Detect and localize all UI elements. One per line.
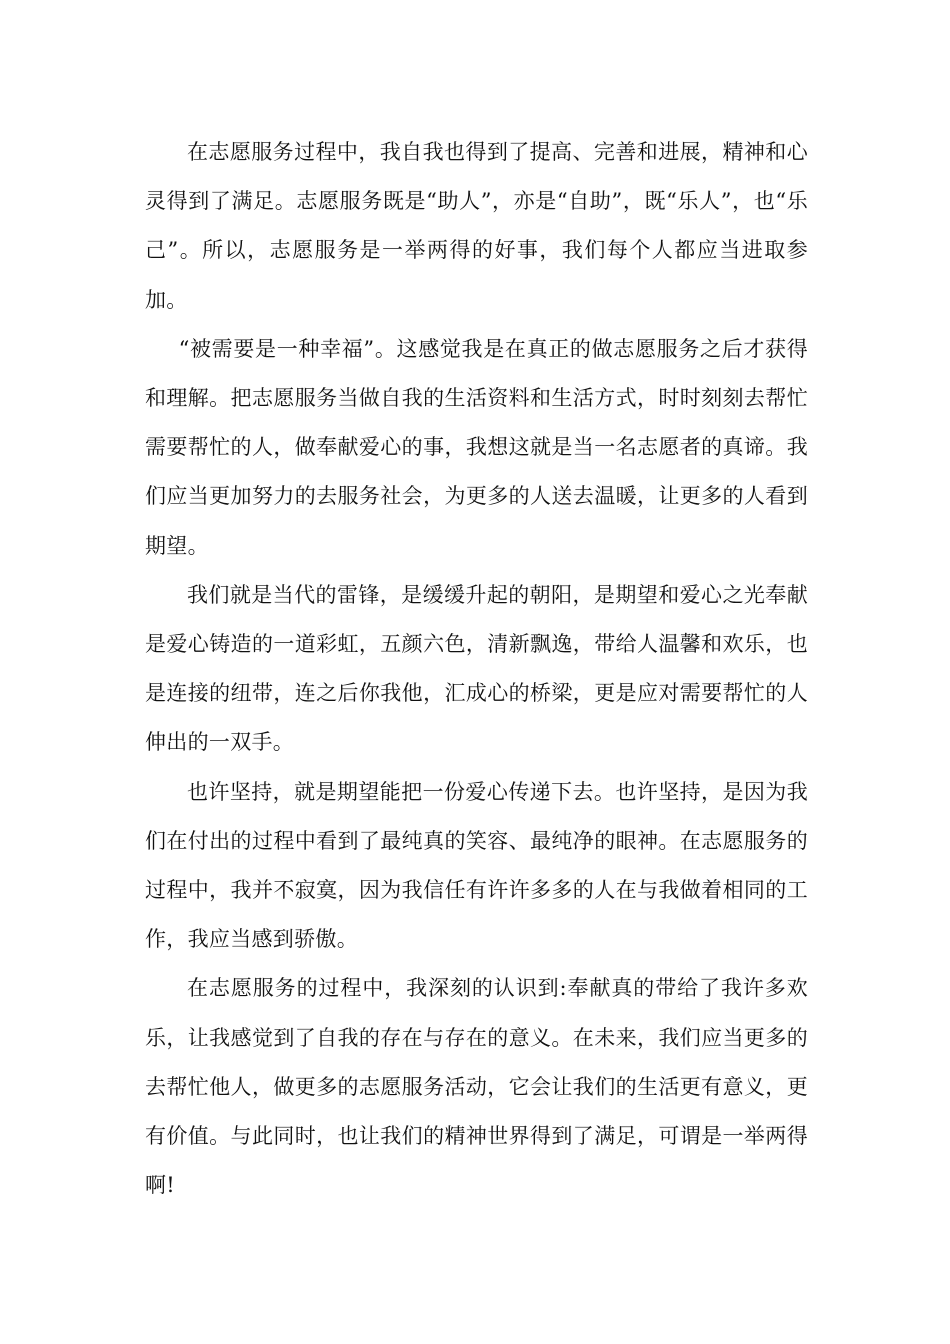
document-body [145, 128, 808, 1210]
paragraph-5: 在志愿服务的过程中，我深刻的认识到:奉献真的带给了我许多欢乐，让我感觉到了自我的存在与存在的意义。在未来，我们应当更多的去帮忙他人，做更多的志愿服务活动，它会让我们的生活更有意义，更有价值。与此同时，也让我们的精神世界得到了满足，可谓是一举两得啊! [145, 976, 808, 1198]
paragraph-4: 也许坚持，就是期望能把一份爱心传递下去。也许坚持，是因为我们在付出的过程中看到了最纯真的笑容、最纯净的眼神。在志愿服务的过程中，我并不寂寞，因为我信任有许许多多的人在与我做着相同的工作，我应当感到骄傲。 [145, 779, 808, 952]
paragraph-2: “被需要是一种幸福”。这感觉我是在真正的做志愿服务之后才获得和理解。把志愿服务当做自我的生活资料和生活方式，时时刻刻去帮忙需要帮忙的人，做奉献爱心的事，我想这就是当一名志愿者的真谛。我们应当更加努力的去服务社会，为更多的人送去温暖，让更多的人看到期望。 [145, 336, 808, 558]
paragraph-1: 在志愿服务过程中，我自我也得到了提高、完善和进展，精神和心灵得到了满足。志愿服务既是“助人”，亦是“自助”，既“乐人”，也“乐己”。所以，志愿服务是一举两得的好事，我们每个人都应当进取参加。 [145, 140, 808, 312]
paragraph-3: 我们就是当代的雷锋，是缓缓升起的朝阳，是期望和爱心之光奉献是爱心铸造的一道彩虹，五颜六色，清新飘逸，带给人温馨和欢乐，也是连接的纽带，连之后你我他，汇成心的桥梁，更是应对需要帮忙的人伸出的一双手。 [145, 582, 808, 755]
